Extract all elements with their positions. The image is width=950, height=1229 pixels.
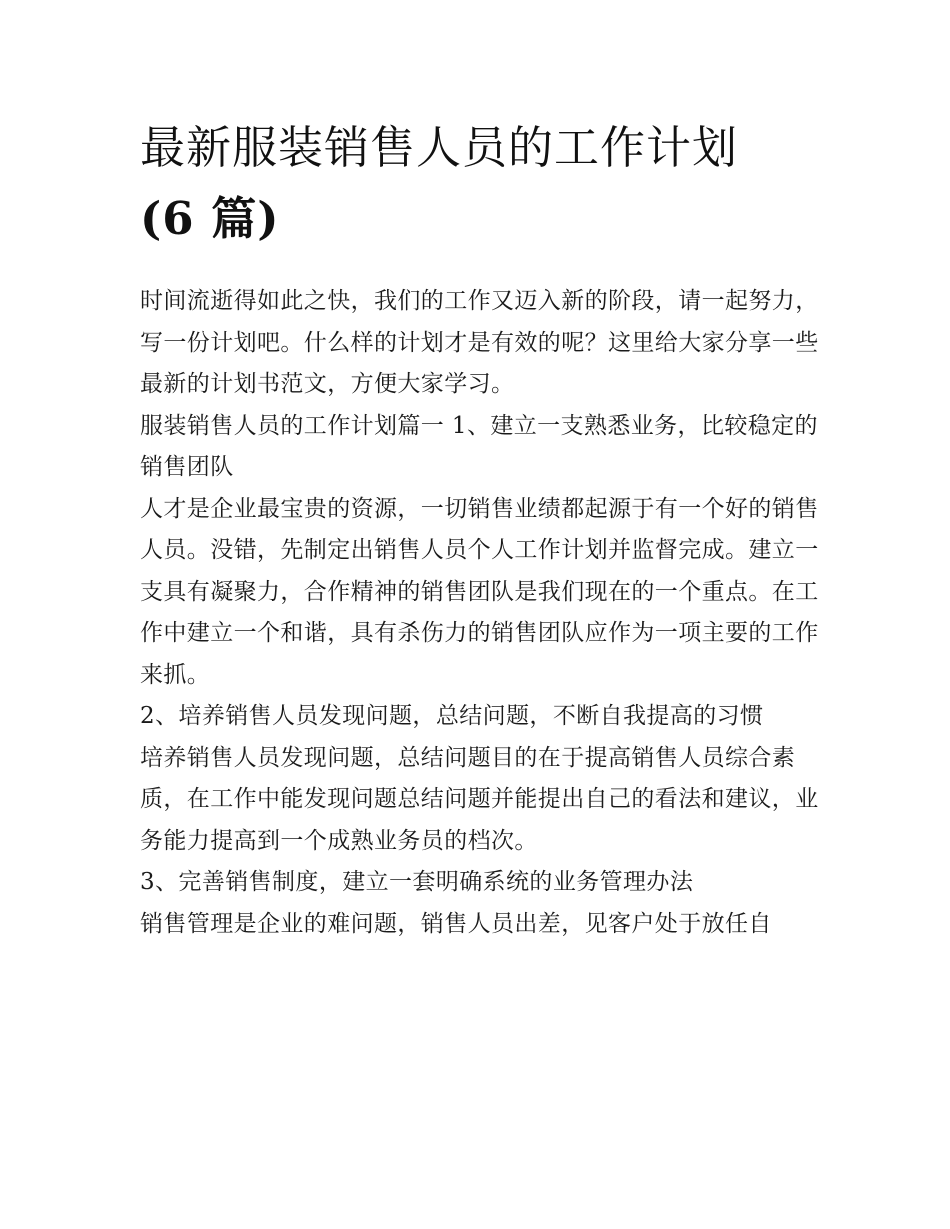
title-main: 最新服装销售人员的工作计划 xyxy=(140,121,739,174)
section-heading-2: 2、培养销售人员发现问题，总结问题，不断自我提高的习惯 xyxy=(140,703,764,729)
section-heading-1: 服装销售人员的工作计划篇一 1、建立一支熟悉业务，比较稳定的销售团队 xyxy=(140,412,818,480)
body-paragraph-2: 培养销售人员发现问题，总结问题目的在于提高销售人员综合素质，在工作中能发现问题总结问题并能提出自己的看法和建议，业务能力提高到一个成熟业务员的档次。 xyxy=(140,744,819,854)
section-heading-3: 3、完善销售制度，建立一套明确系统的业务管理办法 xyxy=(140,869,694,895)
document-body xyxy=(140,281,820,945)
document-title xyxy=(140,112,820,254)
body-paragraph-3: 销售管理是企业的难问题，销售人员出差，见客户处于放任自 xyxy=(140,910,772,937)
body-paragraph-1: 人才是企业最宝贵的资源，一切销售业绩都起源于有一个好的销售人员。没错，先制定出销售人员个人工作计划并监督完成。建立一支具有凝聚力，合作精神的销售团队是我们现在的一个重点。在工作中建立一个和谐，具有杀伤力的销售团队应作为一项主要的工作来抓。 xyxy=(140,495,819,688)
intro-paragraph: 时间流逝得如此之快，我们的工作又迈入新的阶段，请一起努力，写一份计划吧。什么样的计划才是有效的呢？这里给大家分享一些最新的计划书范文，方便大家学习。 xyxy=(140,288,819,397)
title-suffix: (6 篇) xyxy=(140,192,280,245)
